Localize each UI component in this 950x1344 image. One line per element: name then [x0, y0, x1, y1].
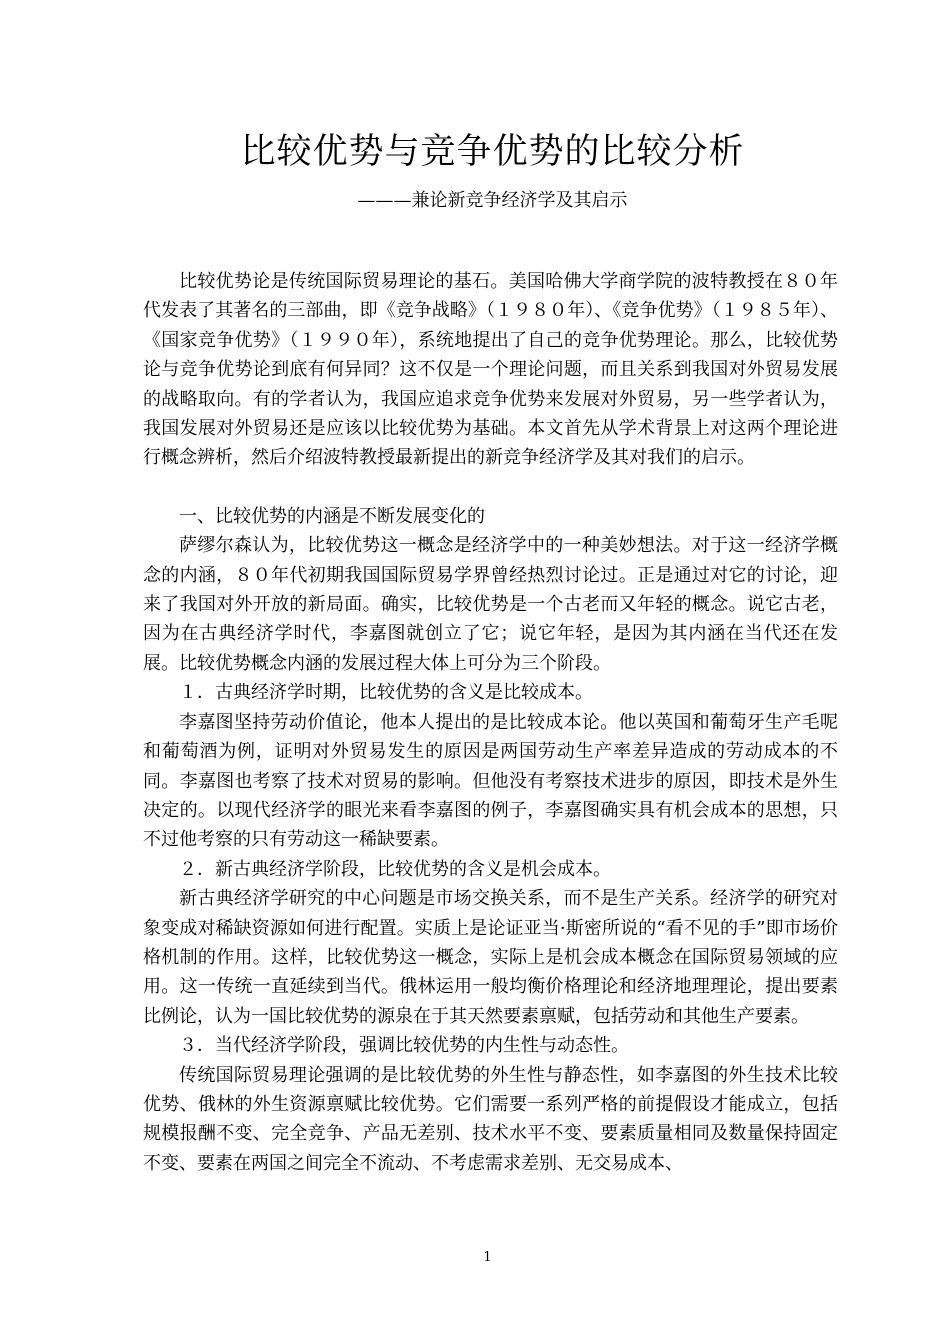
- body-paragraph: 传统国际贸易理论强调的是比较优势的外生性与静态性，如李嘉图的外生技术比较优势、俄林的外生资源禀赋比较优势。它们需要一系列严格的前提假设才能成立，包括规模报酬不变、完全竞争、产品无差别、技术水平不变、要素质量相同及数量保持固定不变、要素在两国之间完全不流动、不考虑需求差别、无交易成本、: [143, 1064, 838, 1174]
- body-paragraph: 新古典经济学研究的中心问题是市场交换关系，而不是生产关系。经济学的研究对象变成对稀缺资源如何进行配置。实质上是论证亚当·斯密所说的“看不见的手”即市场价格机制的作用。这样，比较优势这一概念，实际上是机会成本概念在国际贸易领域的应用。这一传统一直延续到当代。俄林运用一般均衡价格理论和经济地理理论，提出要素比例论，认为一国比较优势的源泉在于其天然要素禀赋，包括劳动和其他生产要素。: [143, 888, 838, 1027]
- subsection-heading: ３．当代经济学阶段，强调比较优势的内生性与动态性。: [179, 1035, 629, 1057]
- body-paragraph: 李嘉图坚持劳动价值论，他本人提出的是比较成本论。他以英国和葡萄牙生产毛呢和葡萄酒为例，证明对外贸易发生的原因是两国劳动生产率差异造成的劳动成本的不同。李嘉图也考察了技术对贸易的影响。但他没有考察技术进步的原因，即技术是外生决定的。以现代经济学的眼光来看李嘉图的例子，李嘉图确实具有机会成本的思想，只不过他考察的只有劳动这一稀缺要素。: [143, 711, 838, 851]
- document-title: 比较优势与竞争优势的比较分析: [240, 132, 745, 172]
- subsection-heading: １．古典经济学时期，比较优势的含义是比较成本。: [179, 682, 593, 704]
- page-number: 1: [483, 1250, 492, 1265]
- body-paragraph: 萨缪尔森认为，比较优势这一概念是经济学中的一种美妙想法。对于这一经济学概念的内涵，８０年代初期我国国际贸易学界曾经热烈讨论过。正是通过对它的讨论，迎来了我国对外开放的新局面。确实，比较优势是一个古老而又年轻的概念。说它古老，因为在古典经济学时代，李嘉图就创立了它；说它年轻，是因为其内涵在当代还在发展。比较优势概念内涵的发展过程大体上可分为三个阶段。: [143, 535, 838, 674]
- document-body: [143, 267, 838, 1178]
- subsection-heading: ２．新古典经济学阶段，比较优势的含义是机会成本。: [179, 858, 611, 880]
- intro-paragraph: 比较优势论是传统国际贸易理论的基石。美国哈佛大学商学院的波特教授在８０年代发表了其著名的三部曲，即《竞争战略》（１９８０年）、《竞争优势》（１９８５年）、《国家竞争优势》（１９９０年），系统地提出了自己的竞争优势理论。那么，比较优势论与竞争优势论到底有何异同？这不仅是一个理论问题，而且关系到我国对外贸易发展的战略取向。有的学者认为，我国应追求竞争优势来发展对外贸易，另一些学者认为，我国发展对外贸易还是应该以比较优势为基础。本文首先从学术背景上对这两个理论进行概念辨析，然后介绍波特教授最新提出的新竞争经济学及其对我们的启示。: [143, 271, 838, 469]
- document-subtitle: ———兼论新竞争经济学及其启示: [357, 190, 628, 211]
- section-heading: 一、比较优势的内涵是不断发展变化的: [179, 505, 485, 527]
